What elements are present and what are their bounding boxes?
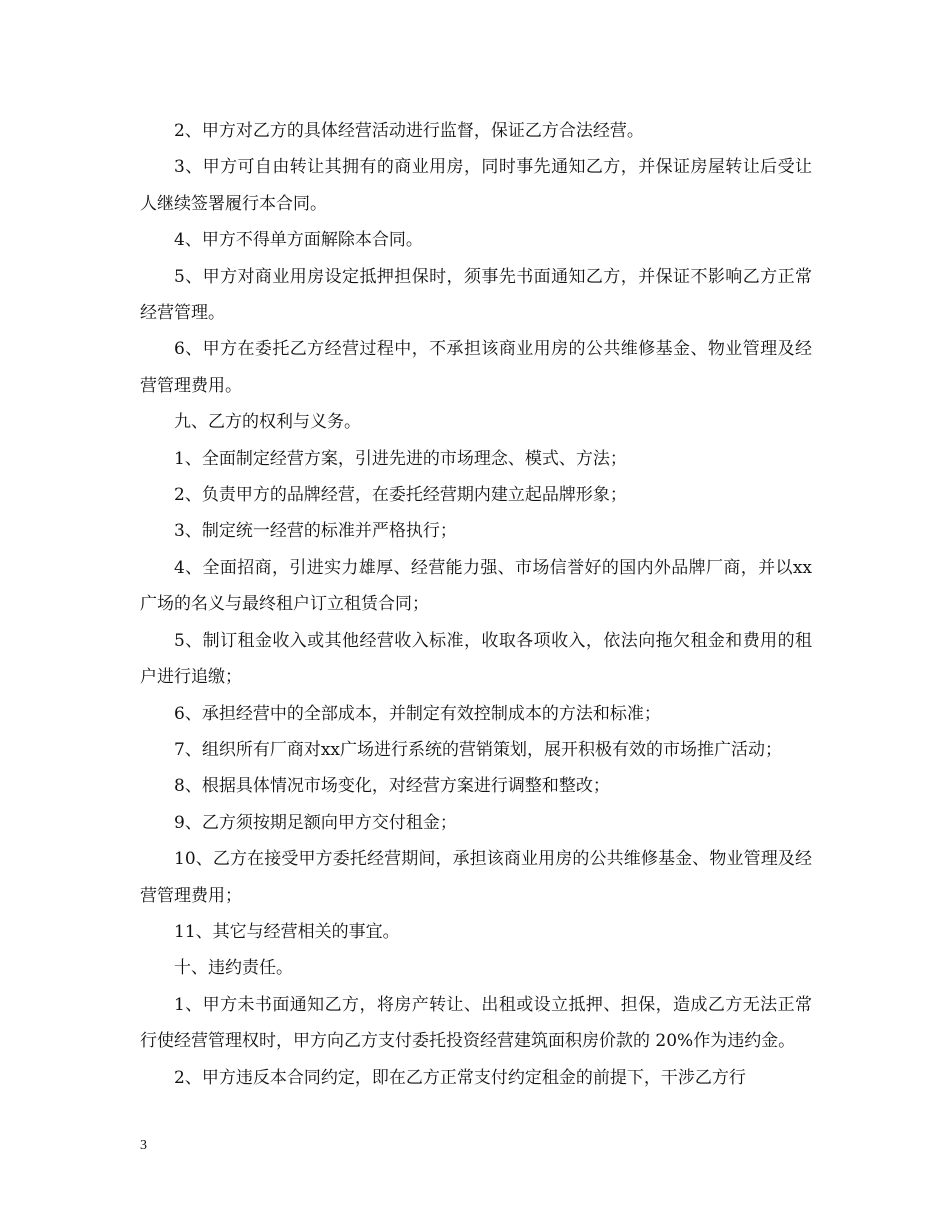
section-heading: 十、违约责任。	[174, 958, 293, 979]
paragraph: 4、全面招商，引进实力雄厚、经营能力强、市场信誉好的国内外品牌厂商，并以xx广场的名义与最终租户订立租赁合同；	[140, 557, 812, 615]
paragraph: 7、组织所有厂商对xx广场进行系统的营销策划，展开积极有效的市场推广活动；	[174, 739, 782, 760]
paragraph: 2、负责甲方的品牌经营，在委托经营期内建立起品牌形象；	[174, 485, 627, 506]
paragraph: 5、制订租金收入或其他经营收入标准，收取各项收入，依法向拖欠租金和费用的租户进行追缴；	[140, 630, 812, 688]
paragraph: 5、甲方对商业用房设定抵押担保时，须事先书面通知乙方，并保证不影响乙方正常经营管理。	[140, 266, 812, 324]
section-heading: 九、乙方的权利与义务。	[174, 412, 361, 433]
paragraph: 2、甲方对乙方的具体经营活动进行监督，保证乙方合法经营。	[174, 121, 644, 141]
paragraph: 2、甲方违反本合同约定，即在乙方正常支付约定租金的前提下，干涉乙方行	[174, 1067, 746, 1088]
paragraph: 6、甲方在委托乙方经营过程中，不承担该商业用房的公共维修基金、物业管理及经营管理费用。	[140, 339, 812, 396]
paragraph: 1、甲方未书面通知乙方，将房产转让、出租或设立抵押、担保，造成乙方无法正常行使经营管理权时，甲方向乙方支付委托投资经营建筑面积房价款的 20%作为违约金。	[140, 994, 812, 1052]
paragraph: 3、甲方可自由转让其拥有的商业用房，同时事先通知乙方，并保证房屋转让后受让人继续签署履行本合同。	[140, 157, 812, 214]
paragraph: 1、全面制定经营方案，引进先进的市场理念、模式、方法；	[174, 448, 627, 469]
paragraph: 9、乙方须按期足额向甲方交付租金；	[174, 812, 457, 833]
paragraph: 8、根据具体情况市场变化，对经营方案进行调整和整改；	[174, 776, 610, 797]
document-body	[140, 113, 812, 1096]
paragraph: 6、承担经营中的全部成本，并制定有效控制成本的方法和标准；	[174, 703, 661, 724]
paragraph: 10、乙方在接受甲方委托经营期间，承担该商业用房的公共维修基金、物业管理及经营管理费用；	[140, 849, 812, 906]
paragraph: 11、其它与经营相关的事宜。	[174, 921, 400, 942]
paragraph: 3、制定统一经营的标准并严格执行；	[174, 521, 457, 542]
page-number: 3	[140, 1138, 147, 1153]
paragraph: 4、甲方不得单方面解除本合同。	[174, 230, 423, 251]
